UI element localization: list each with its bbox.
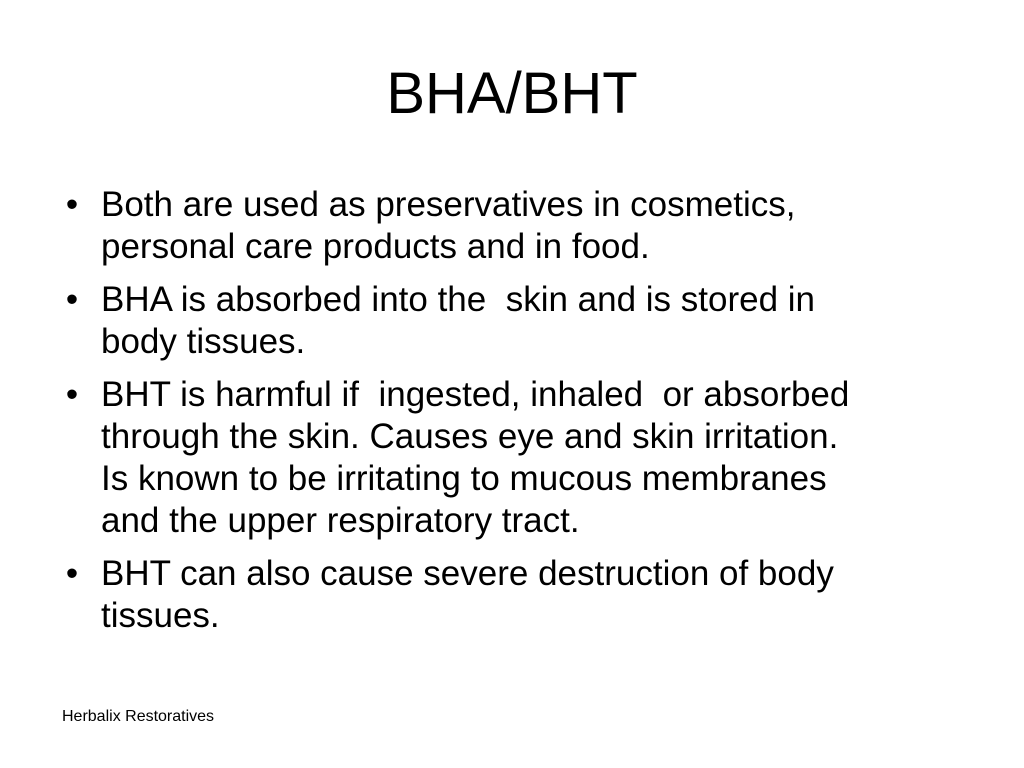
bullet-line: personal care products and in food. [101, 227, 650, 266]
bullet-marker: • [65, 375, 79, 414]
bullet-item [60, 374, 980, 542]
bullet-item [60, 279, 980, 363]
bullet-line: through the skin. Causes eye and skin irritation. [101, 417, 839, 456]
bullet-line: Both are used as preservatives in cosmetics, [101, 185, 796, 224]
bullet-line: BHA is absorbed into the skin and is stored in [101, 280, 816, 319]
bullet-item [60, 553, 980, 637]
bullet-marker: • [65, 554, 79, 593]
bullet-marker: • [65, 185, 79, 224]
footer-text: Herbalix Restoratives [62, 708, 215, 725]
bullet-list [60, 184, 980, 648]
bullet-item [60, 184, 980, 268]
bullet-line: body tissues. [101, 322, 306, 361]
bullet-line: tissues. [101, 596, 220, 635]
bullet-line: BHT can also cause severe destruction of body [101, 554, 834, 593]
bullet-marker: • [65, 280, 79, 319]
bullet-line: and the upper respiratory tract. [101, 501, 580, 540]
slide-title: BHA/BHT [386, 61, 638, 126]
bullet-line: BHT is harmful if ingested, inhaled or absorbed [101, 375, 850, 414]
bullet-line: Is known to be irritating to mucous membranes [101, 459, 827, 498]
